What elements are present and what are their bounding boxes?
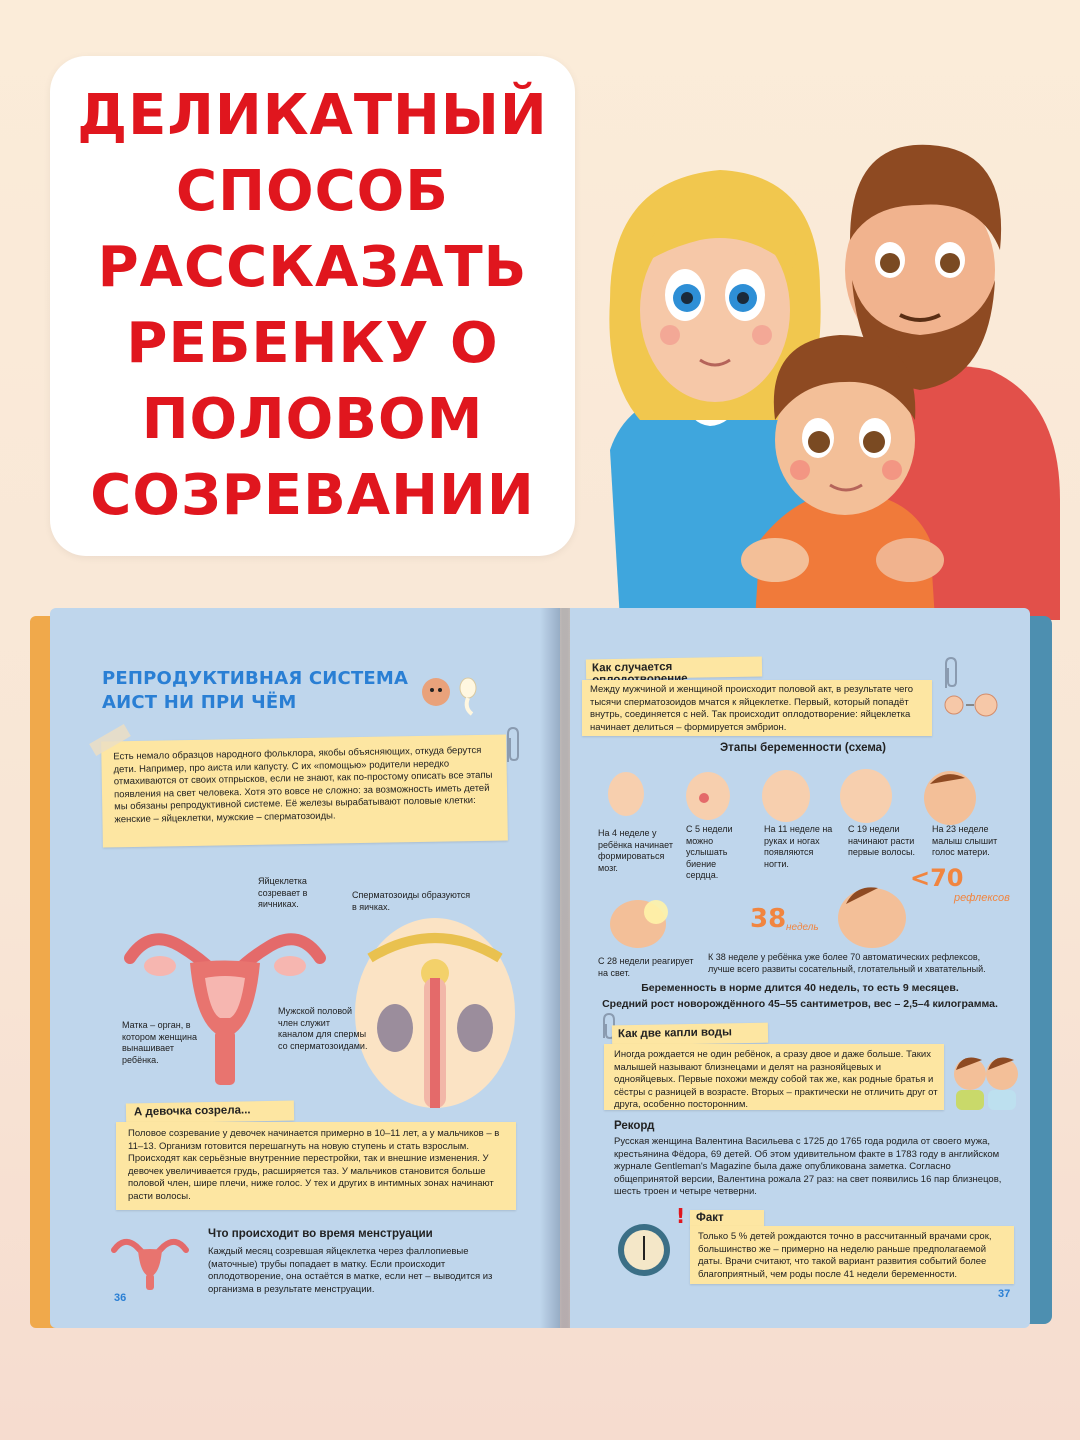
headline-line: РЕБЕНКУ О (126, 311, 499, 376)
twins-note (604, 1044, 944, 1110)
label-penis: Мужской половой член служит каналом для спермы со сперматозоидами. (278, 1006, 368, 1051)
stage-label: На 4 неделе у ребёнка начинает формироваться мозг. (598, 828, 673, 873)
stages-header: Этапы беременности (схема) (720, 742, 886, 754)
mens-text: Каждый месяц созревшая яйцеклетка через фаллопиевые (маточные) трубы попадает в матку. Если происходит оплодотворение, она остаётся в матке, если нет – выводится из организма в результате менструации. (208, 1246, 493, 1295)
fact-note (690, 1226, 1014, 1284)
page-number-left: 36 (114, 1292, 127, 1304)
headline-line: РАССКАЗАТЬ (97, 235, 528, 300)
egg-sperm-characters-icon (420, 670, 500, 716)
headline-line: ДЕЛИКАТНЫЙ (77, 83, 548, 148)
page-left (50, 608, 560, 1328)
page-right (570, 608, 1030, 1328)
left-title-line1: РЕПРОДУКТИВНАЯ СИСТЕМА (102, 668, 409, 689)
fact-exclamation: ! (676, 1204, 686, 1228)
egg-cell-icon (942, 692, 1002, 718)
girl-header-note (126, 1101, 294, 1124)
record-header: Рекорд (614, 1120, 655, 1132)
family-illustration (590, 120, 1070, 620)
fact-text: Только 5 % детей рождаются точно в рассчитанный врачами срок, большинство же – примерно на неделю раньше предполагаемой даты. Врачи считают, что такой вариант развития событий более благоприятный, чем роды после 41 недели беременности. (698, 1231, 992, 1280)
twins-header: Как две капли воды (617, 1026, 732, 1041)
headline-line: ПОЛОВОМ (141, 387, 484, 452)
stage-label: На 23 неделе малыш слышит голос матери. (932, 824, 998, 857)
week38-text: К 38 неделе у ребёнка уже более 70 автоматических рефлексов, лучше всего развиты сосательный, глотательный и хватательный. (708, 952, 986, 974)
embryo-28-icon (604, 894, 674, 950)
intro-text: Есть немало образцов народного фольклора, якобы объясняющих, откуда берутся дети. Например, про аиста или капусту. С их «помощью» родители нередко отмахиваются от своих отпрысков, если не знают, как по-простому описать все этапы появления на свет человека. Хотя это вовсе не сложно: за возможность иметь детей мы обязаны репродуктивной системе. Её железы вырабатывают половые клетки: женские – яйцеклетки, мужские – сперматозоиды. (113, 744, 493, 825)
mens-header: Что происходит во время менструации (208, 1228, 433, 1240)
fact-header: Факт (696, 1212, 724, 1224)
male-reproductive-diagram (350, 918, 520, 1118)
reflex-number: <70 (910, 864, 964, 892)
girl-text: Половое созревание у девочек начинается примерно в 10–11 лет, а у мальчиков – в 11–13. Организм готовится перешагнуть на новую ступень и стать взрослым. Происходят как серьёзные внутренние перестройки, так и внешние изменения. У девочек увеличивается грудь, расширяется таз. У мальчиков становится больше половой член, шире плечи, ниже голос. У тех и других в интимных зонах начинают расти волосы. (128, 1128, 500, 1202)
stage-label: С 19 недели начинают расти первые волосы. (848, 824, 915, 857)
fert-header: Как случается (591, 661, 673, 675)
girl-note (116, 1122, 516, 1210)
twins-illustration (952, 1046, 1022, 1110)
label-sperm: Сперматозоиды образуются в яичках. (352, 890, 471, 912)
fert-note (582, 680, 932, 736)
page-number-right: 37 (998, 1288, 1011, 1300)
reflex-word: рефлексов (954, 892, 1010, 904)
headline-line: СОЗРЕВАНИИ (90, 463, 535, 528)
week38-word: недель (786, 922, 819, 933)
pregnancy-line2: Средний рост новорождённого 45–55 сантиметров, вес – 2,5–4 килограмма. (602, 998, 998, 1010)
stage-label: С 5 недели можно услышать биение сердца. (686, 824, 733, 880)
baby-38-icon (832, 878, 912, 952)
record-text: Русская женщина Валентина Васильева с 1725 до 1765 года родила от своего мужа, крестьянина Фёдора, 69 детей. Об этом удивительном факте в 1783 году в английском журнале Gentleman's Magazine была даже опубликована заметка. Согласно общепринятой версии, Валентина рожала 27 раз: на свет появились 16 пар близнецов, шесть троен и четыре четверни. (614, 1136, 1002, 1197)
label-uterus: Матка – орган, в котором женщина вынашивает ребёнка. (122, 1020, 197, 1065)
uterus-small-icon (110, 1234, 190, 1294)
paperclip-icon (940, 656, 960, 692)
open-book (30, 608, 1052, 1336)
fert-header-note (586, 656, 762, 679)
left-title-line2: АИСТ НИ ПРИ ЧЁМ (102, 692, 297, 713)
fert-text: Между мужчиной и женщиной происходит половой акт, в результате чего тысячи сперматозоидов мчатся к яйцеклетке. Первый, который попадёт внутрь, соединяется с ней. Так происходит оплодотворение: яйцеклетка начинает делиться – формируется эмбрион. (590, 684, 914, 733)
intro-note (101, 734, 508, 847)
week28-text: С 28 недели реагирует на свет. (598, 956, 694, 978)
stage-label: На 11 неделе на руках и ногах появляются ногти. (764, 824, 833, 869)
pregnancy-line1: Беременность в норме длится 40 недель, то есть 9 месяцев. (641, 982, 959, 994)
girl-header: А девочка созрела... (133, 1104, 251, 1119)
headline-banner (50, 56, 575, 556)
embryo-stages-illustration (600, 766, 1000, 826)
twins-header-note (612, 1023, 768, 1046)
clock-icon (614, 1220, 674, 1280)
twins-text: Иногда рождается не один ребёнок, а сразу двое и даже больше. Таких малышей называют близнецами и делят на разнояйцевых и однояйцевых. Первые похожи между собой так же, как родные братья и сёстры с разницей в возрасте. Вторых – практически не отличить друг от друга, особенно посторонним. (614, 1049, 938, 1110)
label-egg: Яйцеклетка созревает в яичниках. (258, 876, 308, 909)
week38-number: 38 (750, 904, 787, 934)
paperclip-icon (502, 726, 522, 766)
headline-line: СПОСОБ (176, 159, 449, 224)
